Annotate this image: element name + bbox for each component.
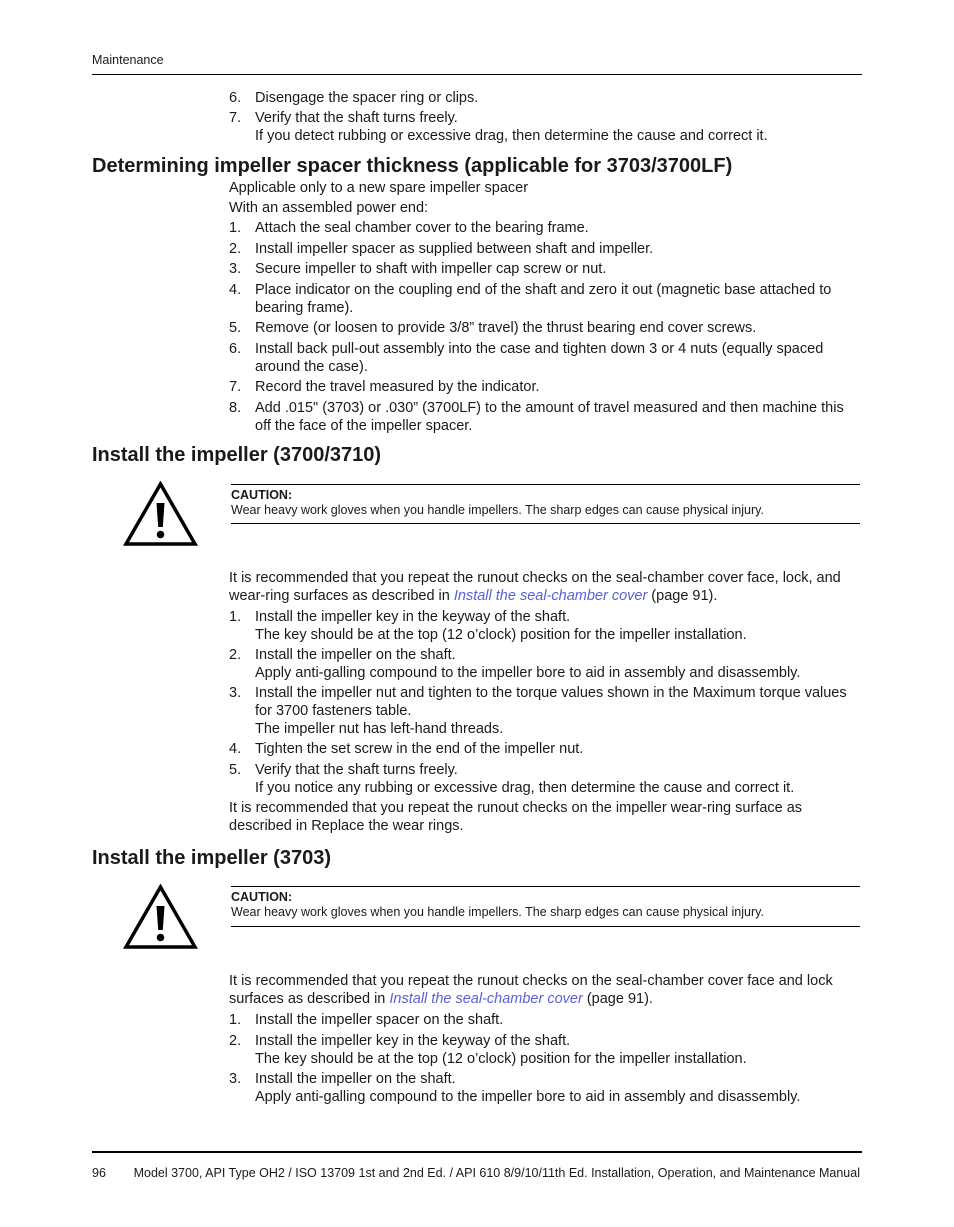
- caution-box: [231, 886, 860, 927]
- spacer-section: [229, 179, 863, 435]
- warning-triangle-icon: [123, 481, 198, 547]
- list-item: 1. Install the impeller key in the keyway of the shaft.: [229, 609, 571, 625]
- list-item: 1. Install the impeller spacer on the shaft.: [229, 1012, 504, 1028]
- list-item: 6. Disengage the spacer ring or clips.: [229, 90, 479, 106]
- step-note: Apply anti-galling compound to the impeller bore to aid in assembly and disassembly.: [255, 1088, 801, 1105]
- list-item: 2. Install the impeller key in the keyway of the shaft.: [229, 1032, 571, 1049]
- list-item: 6. Install back pull-out assembly into the case and tighten down 3 or 4 nuts (equally spaced around the case).: [229, 340, 824, 375]
- paragraph: With an assembled power end:: [229, 200, 429, 216]
- step-note: Apply anti-galling compound to the impeller bore to aid in assembly and disassembly.: [255, 665, 801, 681]
- caution-box: [231, 484, 860, 524]
- list-item: 1. Attach the seal chamber cover to the bearing frame.: [229, 220, 589, 236]
- list-item: 5. Verify that the shaft turns freely.: [229, 761, 458, 778]
- list-item: 4. Place indicator on the coupling end of the shaft and zero it out (magnetic base attached to bearing frame).: [229, 281, 832, 316]
- list-item: 2. Install impeller spacer as supplied between shaft and impeller.: [229, 240, 654, 257]
- step-note: The key should be at the top (12 o’clock) position for the impeller installation.: [255, 1050, 747, 1067]
- caution-label: CAUTION:: [231, 488, 293, 502]
- step-note: The key should be at the top (12 o’clock) position for the impeller installation.: [255, 627, 747, 643]
- section-heading: Determining impeller spacer thickness (applicable for 3703/3700LF): [92, 155, 733, 177]
- warning-triangle-icon: [123, 884, 198, 950]
- section-heading: Install the impeller (3703): [92, 847, 331, 869]
- paragraph: It is recommended that you repeat the runout checks on the seal-chamber cover face and lock surfaces as described in Install the seal-chamber cover (page 91).: [229, 973, 833, 1007]
- running-header: Maintenance: [92, 53, 164, 67]
- list-item: 7. Verify that the shaft turns freely.: [229, 109, 458, 126]
- paragraph: It is recommended that you repeat the runout checks on the impeller wear-ring surface as described in Replace the wear rings.: [229, 799, 803, 834]
- footer-rule: [92, 1151, 862, 1153]
- step-note: If you detect rubbing or excessive drag, then determine the cause and correct it.: [255, 127, 768, 144]
- list-item: 2. Install the impeller on the shaft.: [229, 647, 456, 663]
- list-item: 3. Install the impeller nut and tighten to the torque values shown in the Maximum torque values for 3700 fasteners table.: [229, 685, 847, 719]
- caution-label: CAUTION:: [231, 890, 293, 904]
- list-item: 8. Add .015" (3703) or .030” (3700LF) to the amount of travel measured and then machine this off the face of the impeller spacer.: [229, 399, 844, 434]
- list-item: 4. Tighten the set screw in the end of the impeller nut.: [229, 741, 584, 757]
- paragraph: It is recommended that you repeat the runout checks on the seal-chamber cover face, lock, and wear-ring surfaces as described in Install the seal-chamber cover (page 91).: [229, 570, 841, 604]
- page-number: 96: [92, 1166, 106, 1180]
- header-rule: [92, 74, 862, 75]
- caution-text: Wear heavy work gloves when you handle impellers. The sharp edges can cause physical injury.: [231, 905, 764, 919]
- install-3700-section: [229, 569, 863, 835]
- step-note: If you notice any rubbing or excessive drag, then determine the cause and correct it.: [255, 779, 795, 796]
- list-item: 3. Install the impeller on the shaft.: [229, 1070, 456, 1087]
- cross-reference-link[interactable]: Install the seal-chamber cover: [389, 991, 583, 1007]
- list-item: 5. Remove (or loosen to provide 3/8” travel) the thrust bearing end cover screws.: [229, 320, 757, 336]
- step-note: The impeller nut has left-hand threads.: [255, 721, 504, 737]
- cross-reference-link[interactable]: Install the seal-chamber cover: [453, 588, 648, 604]
- install-3703-section: [229, 972, 863, 1106]
- list-item: 7. Record the travel measured by the indicator.: [229, 379, 540, 395]
- manual-title: Model 3700, API Type OH2 / ISO 13709 1st and 2nd Ed. / API 610 8/9/10/11th Ed. Installation, Operation, and Maintenance Manual: [133, 1166, 860, 1180]
- section-heading: Install the impeller (3700/3710): [92, 444, 382, 466]
- list-item: 3. Secure impeller to shaft with impeller cap screw or nut.: [229, 261, 607, 277]
- intro-steps-list: [229, 89, 863, 145]
- paragraph: Applicable only to a new spare impeller spacer: [229, 180, 529, 196]
- caution-text: Wear heavy work gloves when you handle impellers. The sharp edges can cause physical injury.: [231, 503, 764, 517]
